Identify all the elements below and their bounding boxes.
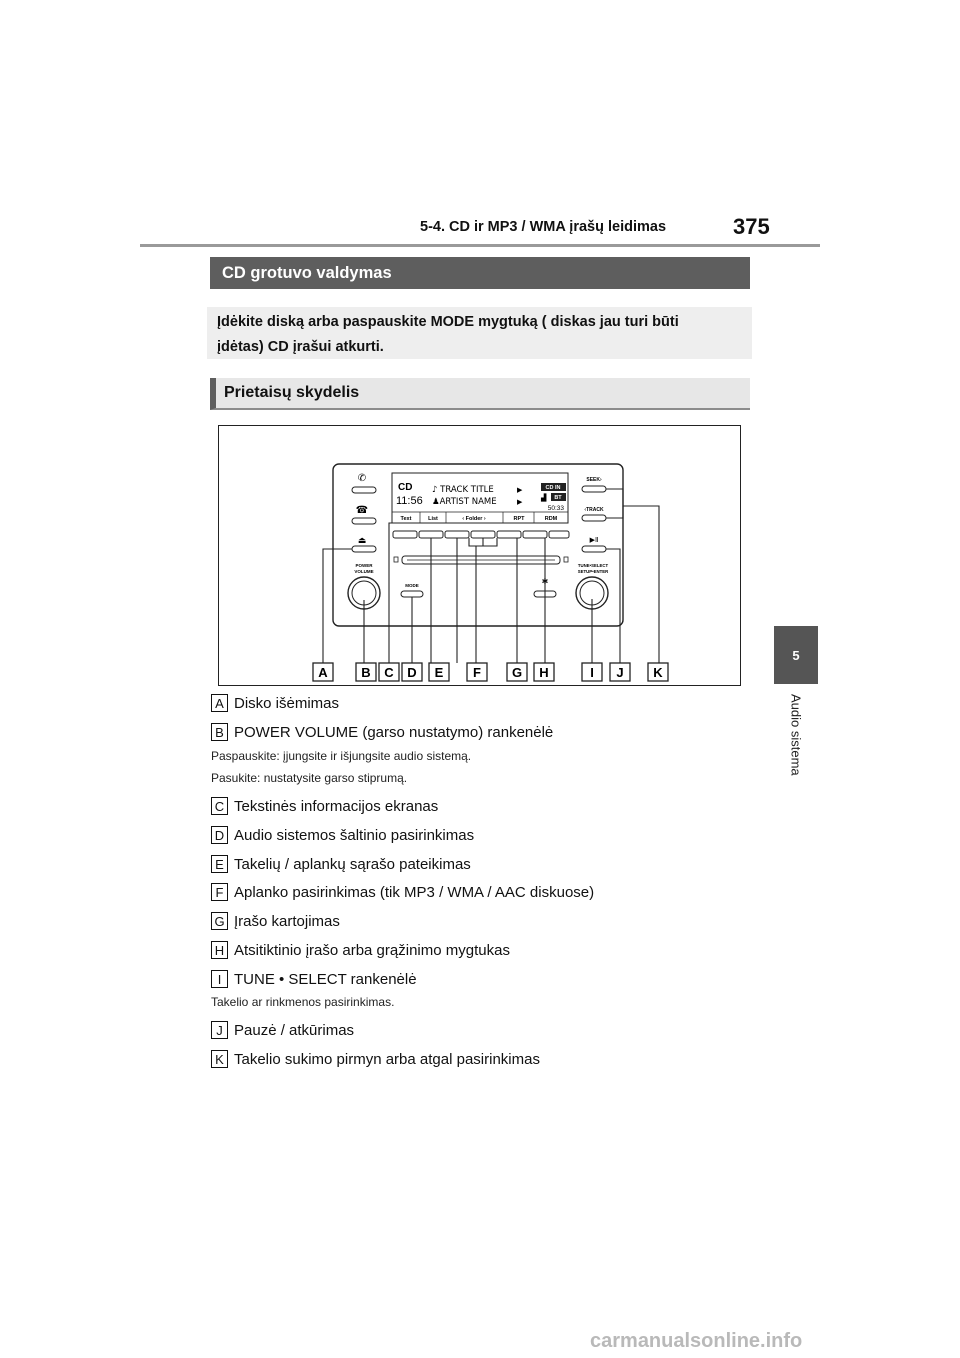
legend-item — [211, 855, 471, 873]
display-arrow-2: ▶ — [517, 498, 523, 506]
note-turn: Pasukite: nustatysite garso stiprumą. — [211, 771, 408, 785]
hw-button-6 — [523, 531, 547, 538]
legend-letter: J — [211, 1021, 228, 1039]
callout-e: E — [434, 665, 444, 680]
bt-text: BT — [554, 495, 562, 501]
legend-letter: K — [211, 1050, 228, 1068]
display-source: CD — [398, 482, 413, 493]
legend-text: Pauzė / atkūrimas — [234, 1021, 355, 1039]
subsection-title: Prietaisų skydelis — [210, 378, 750, 410]
control-panel-illustration — [219, 426, 739, 684]
tune-select-label-2: SETUP•ENTER — [577, 569, 609, 574]
legend-text: Takelio sukimo pirmyn arba atgal pasirinkimas — [234, 1050, 540, 1068]
control-panel-figure — [218, 425, 741, 686]
legend-item — [211, 826, 474, 844]
legend-text: Įrašo kartojimas — [234, 912, 340, 930]
play-pause-icon: ▶Ⅱ — [589, 536, 599, 544]
legend-item — [211, 797, 438, 815]
legend-letter: I — [211, 970, 228, 988]
legend-item — [211, 883, 594, 901]
hw-button-4 — [471, 531, 495, 538]
watermark: carmanualsonline.info — [590, 1330, 803, 1352]
legend-text: Aplanko pasirinkimas (tik MP3 / WMA / AAC diskuose) — [234, 883, 595, 901]
cd-slot-led-left — [394, 557, 398, 562]
display-track-title: ♪ TRACK TITLE — [432, 485, 494, 495]
legend-text: Atsitiktinio įrašo arba grąžinimo mygtukas — [234, 941, 510, 959]
legend-letter: H — [211, 941, 228, 959]
display-arrow-1: ▶ — [517, 486, 523, 494]
callout-d: D — [407, 665, 417, 680]
seek-button — [582, 486, 606, 492]
legend-item — [211, 912, 340, 930]
intro-box — [207, 307, 752, 359]
callout-a: A — [318, 665, 328, 680]
hw-button-5 — [497, 531, 521, 538]
hw-button-1 — [393, 531, 417, 538]
chapter-tab: 5 — [774, 626, 818, 684]
callout-k: K — [653, 665, 663, 680]
phone-pickup-icon: ✆ — [357, 473, 367, 484]
phone-hangup-icon: ☎ — [355, 505, 369, 516]
phone-pickup-button — [352, 487, 376, 493]
mode-label: MODE — [405, 583, 419, 588]
hw-button-3 — [445, 531, 469, 538]
eject-button — [352, 546, 376, 552]
note-press: Paspauskite: įjungsite ir išjungsite audio sistemą. — [211, 749, 472, 763]
legend-text: TUNE • SELECT rankenėlė — [234, 970, 417, 988]
callout-labels — [313, 663, 668, 681]
callout-h: H — [539, 665, 549, 680]
legend-item — [211, 970, 417, 988]
intro-line-1: Įdėkite diską arba paspauskite MODE mygtuką ( diskas jau turi būti — [217, 314, 679, 330]
cd-in-text: CD IN — [545, 485, 561, 491]
section-title: CD grotuvo valdymas — [210, 257, 750, 289]
legend-item — [211, 1050, 540, 1068]
hw-button-7 — [549, 531, 569, 538]
note-tune: Takelio ar rinkmenos pasirinkimas. — [211, 995, 395, 1009]
callout-b: B — [361, 665, 371, 680]
legend-item — [211, 941, 510, 959]
power-volume-label-1: POWER — [355, 563, 373, 568]
callout-g: G — [511, 665, 523, 680]
display-artist-name: ♟ARTIST NAME — [432, 497, 497, 507]
legend-item — [211, 1021, 354, 1039]
softkey-rdm: RDM — [544, 516, 558, 522]
legend-letter: D — [211, 826, 228, 844]
mode-button — [401, 591, 423, 597]
legend-letter: F — [211, 883, 228, 901]
chapter-label — [772, 694, 820, 794]
settings-icon: ✱ — [541, 577, 549, 586]
display-clock: 11:56 — [396, 495, 423, 507]
legend-text: Takelių / aplankų sąrašo pateikimas — [234, 855, 471, 873]
softkey-folder: ‹ Folder › — [462, 516, 486, 522]
legend-item — [211, 723, 553, 741]
header-divider — [140, 244, 820, 247]
chapter-label-text: Audio sistema — [788, 694, 804, 776]
legend-letter: B — [211, 723, 228, 741]
callout-i: I — [590, 665, 594, 680]
callout-c: C — [384, 665, 394, 680]
callout-f: F — [473, 665, 481, 680]
callout-j: J — [616, 665, 624, 680]
play-pause-button — [582, 546, 606, 552]
phone-hangup-button — [352, 518, 376, 524]
display-elapsed: 50:33 — [547, 505, 564, 512]
legend-text: Audio sistemos šaltinio pasirinkimas — [234, 826, 475, 844]
softkey-rpt: RPT — [513, 516, 525, 522]
legend-letter: A — [211, 694, 228, 712]
softkey-list: List — [428, 516, 438, 522]
eject-icon: ⏏ — [357, 536, 367, 546]
legend-text: POWER VOLUME (garso nustatymo) rankenėlė — [234, 723, 554, 741]
legend-letter: G — [211, 912, 228, 930]
softkey-text: Text — [400, 516, 412, 522]
legend-letter: E — [211, 855, 228, 873]
track-button — [582, 515, 606, 521]
page-number: 375 — [733, 214, 770, 239]
intro-line-2: įdėtas) CD įrašui atkurti. — [217, 339, 384, 355]
running-header: 5-4. CD ir MP3 / WMA įrašų leidimas — [420, 219, 667, 235]
seek-label: SEEK› — [586, 477, 602, 483]
hw-button-2 — [419, 531, 443, 538]
legend-item — [211, 694, 339, 712]
legend-letter: C — [211, 797, 228, 815]
signal-icon: ▟ — [541, 494, 547, 502]
legend-text: Disko išėmimas — [234, 694, 340, 712]
tune-select-label-1: TUNE•SELECT — [577, 563, 609, 568]
track-label: ‹TRACK — [584, 507, 604, 513]
cd-slot-led-right — [564, 557, 568, 562]
power-volume-label-2: VOLUME — [354, 569, 374, 574]
legend-text: Tekstinės informacijos ekranas — [234, 797, 439, 815]
